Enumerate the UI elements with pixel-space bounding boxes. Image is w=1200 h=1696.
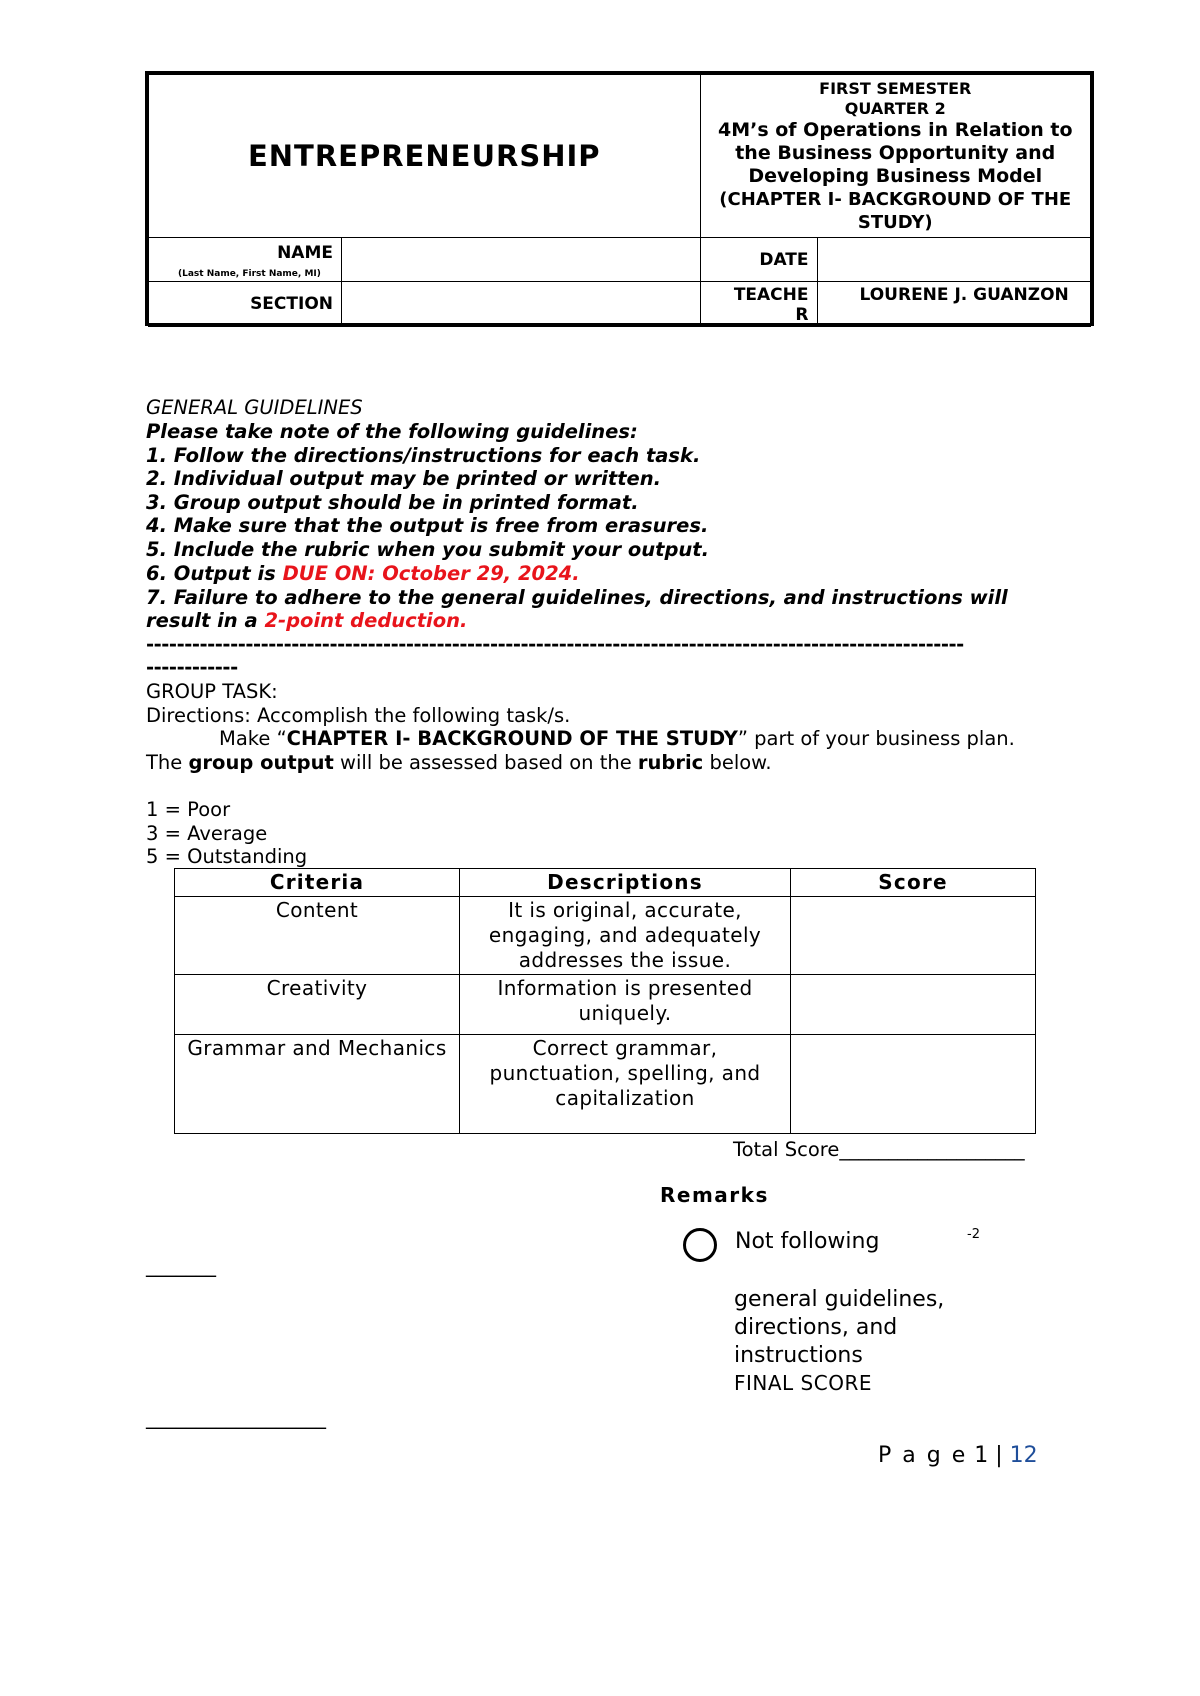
section-field[interactable] [342, 282, 701, 327]
deduction-note: 2-point deduction. [264, 609, 468, 632]
name-label-cell [149, 238, 342, 282]
date-field[interactable] [817, 238, 1091, 282]
teacher-label-1: TEACHE [733, 285, 809, 305]
remarks-circle-icon[interactable] [683, 1228, 717, 1262]
guideline-item-7-line-1: 7. Failure to adhere to the general guidelines, directions, and instructions will [146, 586, 1008, 609]
chapter-line-2: STUDY) [857, 211, 933, 233]
total-score-label: Total Score [733, 1138, 840, 1161]
quarter-label: QUARTER 2 [844, 98, 946, 118]
rubric-criteria: Grammar and Mechanics [175, 1035, 460, 1134]
due-date: DUE ON: October 29, 2024. [282, 562, 580, 585]
task-directions: Directions: Accomplish the following task/s. [146, 704, 571, 727]
rubric-description: It is original, accurate, engaging, and adequately addresses the issue. [460, 897, 791, 975]
remarks-line-2: directions, and [734, 1315, 898, 1340]
header-table [148, 74, 1091, 327]
scale-average: 3 = Average [146, 822, 268, 845]
teacher-label-2: R [795, 305, 809, 325]
guideline-item-5: 5. Include the rubric when you submit your output. [146, 538, 710, 561]
semester-label: FIRST SEMESTER [819, 78, 972, 98]
final-score-label: FINAL SCORE [734, 1371, 872, 1395]
rubric-criteria: Creativity [175, 975, 460, 1035]
section-label: SECTION [149, 282, 342, 327]
rubric-table [174, 868, 1036, 1134]
table-row [175, 975, 1036, 1035]
guideline-item-6-prefix: 6. Output is [146, 562, 283, 585]
assess-part-2: will be assessed based on the [333, 751, 638, 774]
table-row [175, 1035, 1036, 1134]
guideline-item-7-prefix: result in a [146, 609, 265, 632]
guidelines-title: GENERAL GUIDELINES [146, 396, 363, 419]
task-make-suffix: ” part of your business plan. [737, 727, 1015, 750]
topic-line-3: Developing Business Model [748, 164, 1043, 187]
assess-part-1: The [146, 751, 189, 774]
table-row [175, 897, 1036, 975]
page-word: P a g e [878, 1443, 968, 1468]
assess-part-3: below. [703, 751, 772, 774]
rubric-header-descriptions: Descriptions [460, 869, 791, 897]
remarks-details [734, 1286, 944, 1397]
rubric-score[interactable] [791, 1035, 1036, 1134]
guideline-item-1: 1. Follow the directions/instructions for each task. [146, 444, 701, 467]
guideline-item-4: 4. Make sure that the output is free from erasures. [146, 514, 709, 537]
header-box [145, 71, 1094, 326]
remarks-not-following: Not following [735, 1229, 880, 1254]
guideline-item-2: 2. Individual output may be printed or written. [146, 467, 662, 490]
topic-line-2: the Business Opportunity and [735, 141, 1056, 164]
separator-line-2: ------------ [146, 656, 238, 679]
task-title: GROUP TASK: [146, 680, 278, 703]
task-make [219, 727, 1015, 751]
remarks-deduction: -2 [967, 1227, 980, 1242]
rubric-header-criteria: Criteria [175, 869, 460, 897]
teacher-label [700, 282, 817, 327]
date-label: DATE [700, 238, 817, 282]
final-score-blank[interactable]: __________________ [146, 1405, 326, 1429]
rubric-description: Information is presented uniquely. [460, 975, 791, 1035]
rubric-score[interactable] [791, 897, 1036, 975]
quarter-info [700, 75, 1091, 238]
scale-poor: 1 = Poor [146, 798, 231, 821]
rubric-header-score: Score [791, 869, 1036, 897]
rubric-score[interactable] [791, 975, 1036, 1035]
remarks-line-3: instructions [734, 1343, 863, 1368]
teacher-name: LOURENE J. GUANZON [817, 282, 1091, 327]
remarks-line-1: general guidelines, [734, 1287, 945, 1312]
guideline-item-3: 3. Group output should be in printed format. [146, 491, 639, 514]
guideline-item-6 [146, 562, 580, 586]
name-field[interactable] [342, 238, 701, 282]
task-make-prefix: Make “ [219, 727, 287, 750]
subject-title: ENTREPRENEURSHIP [149, 75, 701, 238]
remarks-blank-short[interactable]: _______ [146, 1253, 216, 1277]
scale-outstanding: 5 = Outstanding [146, 845, 308, 868]
topic-line-1: 4M’s of Operations in Relation to [717, 118, 1073, 141]
guidelines-intro: Please take note of the following guidelines: [146, 420, 638, 443]
separator-line-1: ----------------------------------------------------------------------------------------------------------- [146, 633, 964, 656]
assess-bold-2: rubric [637, 751, 704, 774]
rubric-criteria: Content [175, 897, 460, 975]
page-number: 1 [974, 1443, 989, 1468]
rubric-description: Correct grammar, punctuation, spelling, and capitalization [460, 1035, 791, 1134]
page-separator: | [995, 1443, 1003, 1468]
chapter-line-1: (CHAPTER I- BACKGROUND OF THE [719, 188, 1072, 210]
total-score [733, 1138, 1025, 1162]
total-pages: 12 [1009, 1443, 1038, 1468]
assess-bold-1: group output [188, 751, 334, 774]
page-footer [878, 1443, 1038, 1468]
name-sublabel: (Last Name, First Name, MI) [178, 268, 321, 279]
task-assessment [146, 751, 772, 775]
name-label: NAME [277, 242, 333, 263]
remarks-title: Remarks [660, 1183, 769, 1207]
task-chapter-title: CHAPTER I- BACKGROUND OF THE STUDY [286, 727, 738, 750]
total-score-line[interactable]: ___________________ [839, 1138, 1025, 1161]
guideline-item-7-line-2 [146, 609, 467, 633]
